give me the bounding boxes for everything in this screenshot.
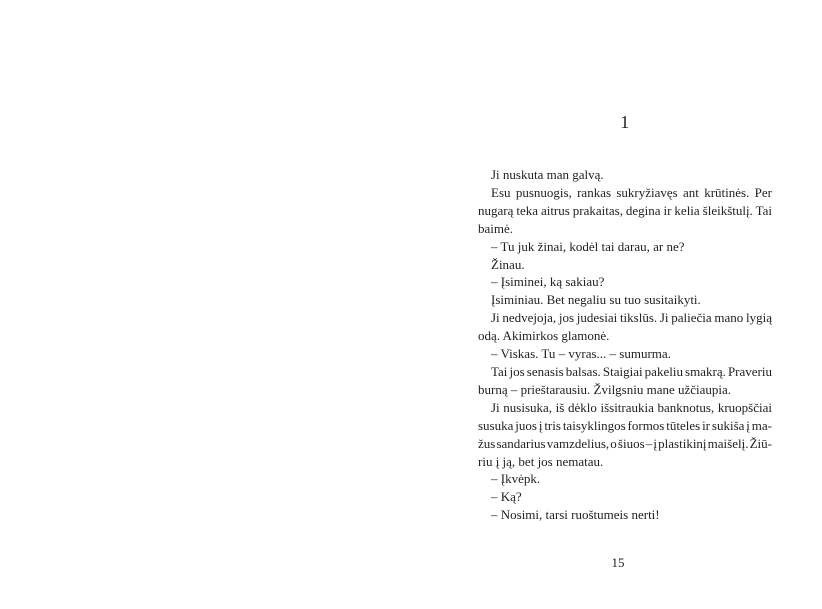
text-line: – Įsiminei, ką sakiau? [491,274,605,290]
text-line: Įsiminiau. Bet negaliu su tuo susitaikyti. [491,292,701,308]
text-line: – Įkvėpk. [491,471,541,487]
text-line: – Ką? [491,489,522,505]
page-number: 15 [611,555,625,570]
text-line: riu į ją, bet jos nematau. [478,453,604,469]
text-line: Ji nedvejoja, jos judesiai tikslūs. Ji paliečia mano lygią [491,310,772,326]
text-line: burną – prieštarausiu. Žvilgsniu mane užčiaupia. [478,381,732,397]
text-line: nugarą teka aitrus prakaitas, degina ir kelia šleikštulį. Tai [478,202,772,218]
text-line: – Tu juk žinai, kodėl tai darau, ar ne? [491,238,685,254]
text-line: odą. Akimirkos glamonė. [478,328,610,344]
text-line: Ji nuskuta man galvą. [491,167,604,182]
chapter-heading: 1 [620,112,630,132]
text-line: žus sandarius vamzdelius, o šiuos – į plastikinį maišelį. Žiū- [478,435,772,451]
text-line: Tai jos senasis balsas. Staigiai pakeliu smakrą. Praveriu [491,363,772,379]
text-line: – Viskas. Tu – vyras... – sumurma. [491,346,671,362]
body-text [478,166,772,524]
text-line: baimė. [478,220,514,236]
text-line: Žinau. [491,256,525,272]
text-line: Esu pusnuogis, rankas sukryžiavęs ant krūtinės. Per [491,184,772,200]
text-line: Ji nusisuka, iš dėklo išsitraukia banknotus, kruopščiai [491,399,772,415]
text-line: susuka juos į tris taisyklingos formos tūteles ir sukiša į ma- [478,417,772,433]
text-line: – Nosimi, tarsi ruoštumeis nerti! [491,507,660,523]
